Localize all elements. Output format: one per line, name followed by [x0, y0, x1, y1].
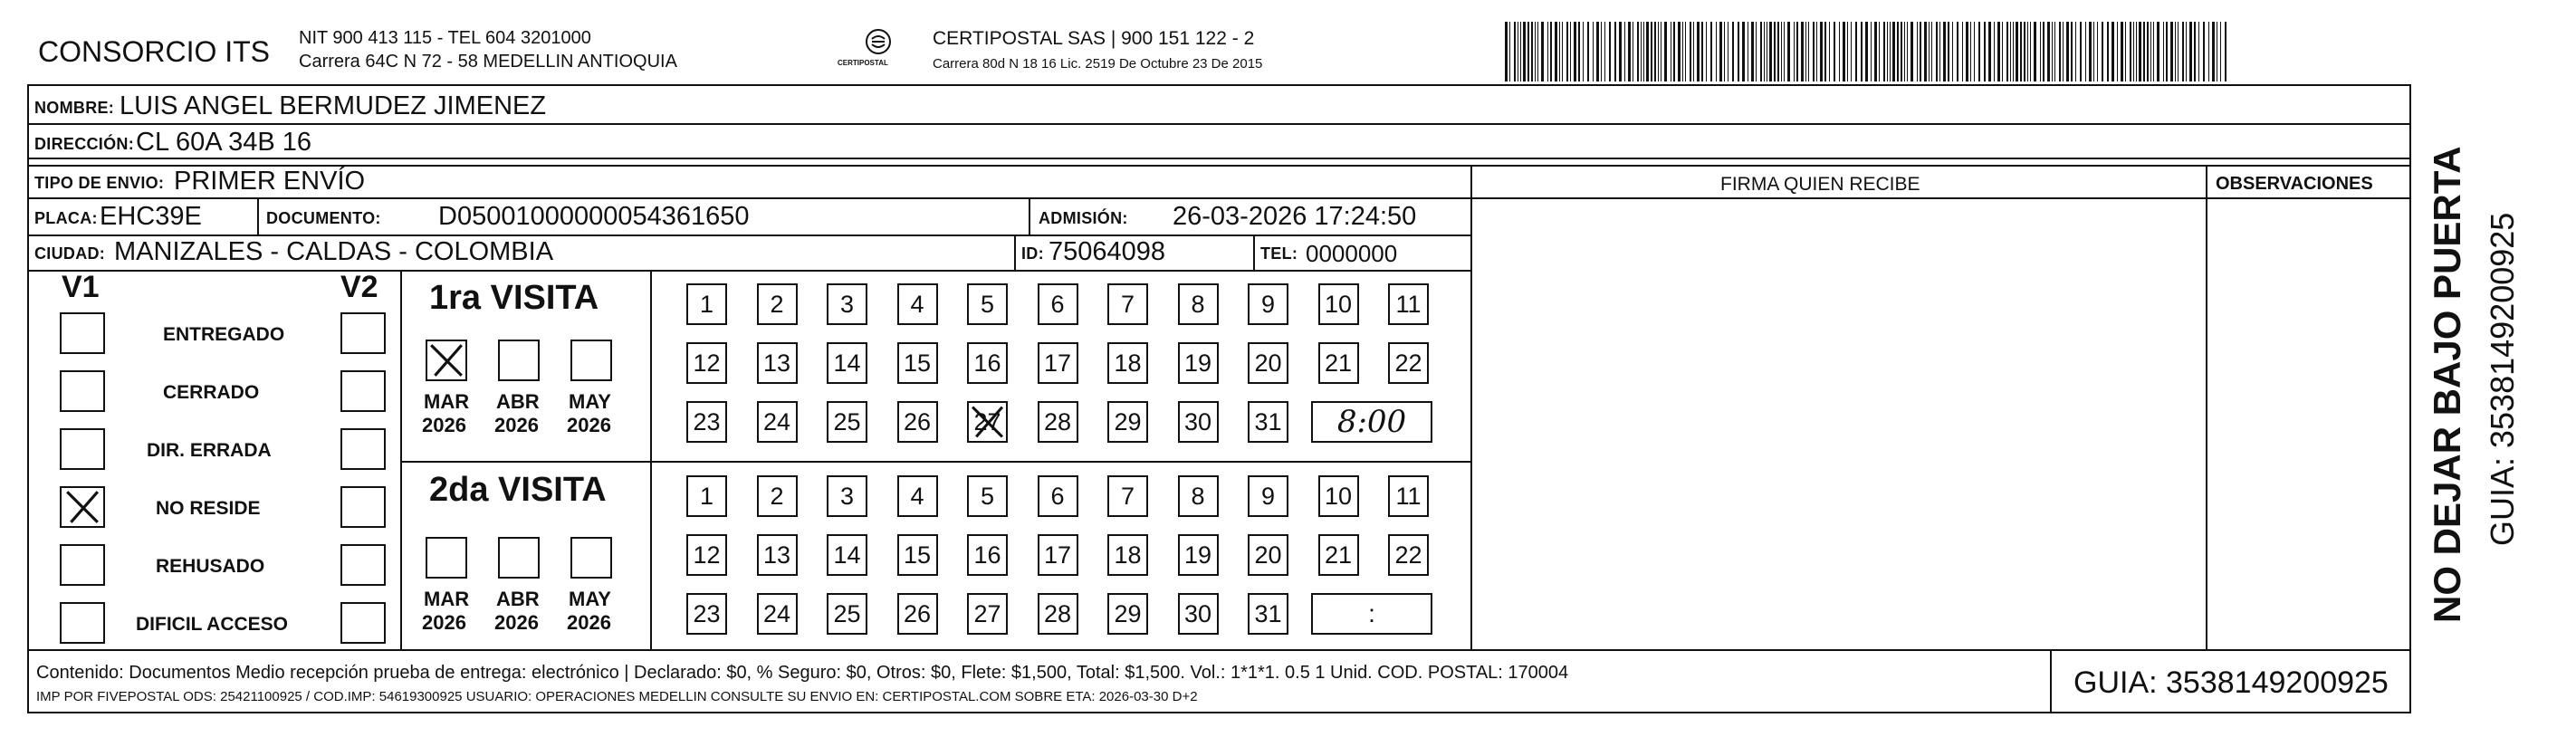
month-label: MAY [569, 588, 611, 610]
day-cell[interactable]: 21 [1318, 342, 1359, 384]
footer-guia: GUIA: 3538149200925 [2073, 665, 2389, 700]
visit1-title: 1ra VISITA [429, 279, 599, 317]
day-cell[interactable]: 15 [897, 534, 938, 576]
day-cell[interactable]: 28 [1038, 401, 1078, 443]
month-checkbox[interactable] [570, 537, 612, 579]
day-cell[interactable]: 8 [1178, 283, 1219, 325]
day-cell[interactable]: 13 [757, 342, 798, 384]
status-label: ENTREGADO [163, 324, 285, 345]
barcode [1505, 22, 2229, 81]
year-label: 2026 [422, 611, 466, 634]
hour-box[interactable]: : [1311, 593, 1432, 635]
v2-checkbox[interactable] [340, 312, 386, 354]
month-checkbox[interactable] [426, 537, 467, 579]
day-cell[interactable]: 17 [1038, 534, 1078, 576]
side-warning: NO DEJAR BAJO PUERTA [2426, 146, 2468, 623]
firma-area[interactable] [1472, 199, 2204, 647]
day-cell[interactable]: 10 [1318, 283, 1359, 325]
status-label: NO RESIDE [156, 498, 261, 519]
status-label: DIR. ERRADA [147, 440, 272, 461]
year-label: 2026 [422, 414, 466, 436]
day-cell[interactable]: 29 [1107, 401, 1148, 443]
year-label: 2026 [567, 414, 611, 436]
day-cell[interactable]: 21 [1318, 534, 1359, 576]
id-value: 75064098 [1049, 237, 1166, 266]
admision-label: ADMISIÓN: [1039, 209, 1128, 227]
day-cell[interactable]: 14 [827, 342, 867, 384]
documento-label: DOCUMENTO: [266, 209, 381, 227]
day-cell[interactable]: 27 [967, 401, 1008, 443]
v1-checkbox[interactable] [60, 428, 105, 470]
day-cell[interactable]: 3 [827, 283, 867, 325]
placa-value: EHC39E [100, 202, 202, 231]
month-checkbox[interactable] [498, 537, 540, 579]
logo-text: CERTIPOSTAL [838, 59, 888, 67]
day-cell[interactable]: 2 [757, 283, 798, 325]
ciudad-value: MANIZALES - CALDAS - COLOMBIA [114, 237, 554, 266]
day-cell[interactable]: 27 [967, 593, 1008, 635]
certipostal-logo-icon [860, 27, 896, 56]
day-cell[interactable]: 4 [897, 283, 938, 325]
admision-value: 26-03-2026 17:24:50 [1173, 202, 1417, 231]
day-cell[interactable]: 5 [967, 475, 1008, 517]
day-cell[interactable]: 28 [1038, 593, 1078, 635]
tipo-envio-label: TIPO DE ENVIO: [34, 174, 165, 192]
day-cell[interactable]: 1 [686, 283, 727, 325]
day-cell[interactable]: 23 [686, 593, 727, 635]
v2-checkbox[interactable] [340, 544, 386, 586]
v1-checkbox[interactable] [60, 370, 105, 412]
day-cell[interactable]: 24 [757, 401, 798, 443]
month-label: MAR [424, 390, 470, 413]
ciudad-label: CIUDAD: [34, 244, 106, 263]
firma-label: FIRMA QUIEN RECIBE [1720, 174, 1920, 195]
day-cell[interactable]: 15 [897, 342, 938, 384]
day-cell[interactable]: 30 [1178, 401, 1219, 443]
day-cell[interactable]: 7 [1107, 475, 1148, 517]
day-cell[interactable]: 30 [1178, 593, 1219, 635]
day-cell[interactable]: 18 [1107, 534, 1148, 576]
day-cell[interactable]: 25 [827, 593, 867, 635]
month-checkbox[interactable] [426, 340, 467, 381]
nombre-label: NOMBRE: [34, 99, 115, 117]
day-cell[interactable]: 23 [686, 401, 727, 443]
side-guia: GUIA: 3538149200925 [2484, 212, 2521, 546]
day-cell[interactable]: 11 [1388, 283, 1429, 325]
month-label: MAY [569, 390, 611, 413]
v2-checkbox[interactable] [340, 486, 386, 528]
status-label: DIFICIL ACCESO [136, 614, 289, 635]
day-cell[interactable]: 5 [967, 283, 1008, 325]
month-checkbox[interactable] [570, 340, 612, 381]
month-checkbox[interactable] [498, 340, 540, 381]
day-cell[interactable]: 17 [1038, 342, 1078, 384]
footer-imp: IMP POR FIVEPOSTAL ODS: 25421100925 / COD.IMP: 54619300925 USUARIO: OPERACIONES MEDELLIN CONSULTE SU ENVIO EN: CERTIPOSTAL.COM SOBRE ETA: 2026-03-30 D+2 [36, 689, 1198, 704]
day-cell[interactable]: 26 [897, 593, 938, 635]
v1-checkbox[interactable] [60, 486, 105, 528]
courier-name: CERTIPOSTAL SAS | 900 151 122 - 2 [933, 28, 1255, 49]
year-label: 2026 [494, 611, 539, 634]
day-cell[interactable]: 11 [1388, 475, 1429, 517]
direccion-label: DIRECCIÓN: [34, 135, 134, 153]
company-address: Carrera 64C N 72 - 58 MEDELLIN ANTIOQUIA [299, 52, 677, 72]
company-name: CONSORCIO ITS [38, 35, 271, 68]
v2-label: V2 [340, 270, 378, 304]
day-cell[interactable]: 22 [1388, 342, 1429, 384]
status-label: CERRADO [163, 382, 260, 403]
day-cell[interactable]: 12 [686, 342, 727, 384]
v2-checkbox[interactable] [340, 370, 386, 412]
v1-label: V1 [62, 270, 100, 304]
day-cell[interactable]: 2 [757, 475, 798, 517]
side-text-block [2418, 84, 2562, 713]
day-cell[interactable]: 6 [1038, 475, 1078, 517]
month-label: ABR [496, 390, 540, 413]
hour-box[interactable]: 8:00 [1311, 401, 1432, 443]
day-cell[interactable]: 16 [967, 534, 1008, 576]
day-cell[interactable]: 20 [1248, 534, 1288, 576]
id-label: ID: [1021, 244, 1044, 263]
observaciones-area[interactable] [2207, 199, 2409, 647]
tipo-envio-value: PRIMER ENVÍO [174, 167, 366, 196]
day-cell[interactable]: 13 [757, 534, 798, 576]
month-label: ABR [496, 588, 540, 610]
v1-checkbox[interactable] [60, 544, 105, 586]
day-cell[interactable]: 18 [1107, 342, 1148, 384]
day-cell[interactable]: 7 [1107, 283, 1148, 325]
v1-checkbox[interactable] [60, 602, 105, 644]
company-nit: NIT 900 413 115 - TEL 604 3201000 [299, 28, 591, 48]
day-cell[interactable]: 12 [686, 534, 727, 576]
observaciones-label: OBSERVACIONES [2216, 174, 2373, 194]
day-cell[interactable]: 31 [1248, 593, 1288, 635]
placa-label: PLACA: [34, 209, 98, 227]
direccion-value: CL 60A 34B 16 [136, 128, 312, 157]
month-label: MAR [424, 588, 470, 610]
day-cell[interactable]: 1 [686, 475, 727, 517]
year-label: 2026 [494, 414, 539, 436]
documento-value: D05001000000054361650 [438, 202, 750, 231]
v1-checkbox[interactable] [60, 312, 105, 354]
day-cell[interactable]: 10 [1318, 475, 1359, 517]
year-label: 2026 [567, 611, 611, 634]
day-cell[interactable]: 20 [1248, 342, 1288, 384]
day-cell[interactable]: 19 [1178, 534, 1219, 576]
day-cell[interactable]: 25 [827, 401, 867, 443]
tel-label: TEL: [1260, 244, 1298, 263]
day-cell[interactable]: 9 [1248, 475, 1288, 517]
courier-address: Carrera 80d N 18 16 Lic. 2519 De Octubre 23 De 2015 [933, 56, 1263, 72]
day-cell[interactable]: 8 [1178, 475, 1219, 517]
day-cell[interactable]: 14 [827, 534, 867, 576]
day-cell[interactable]: 26 [897, 401, 938, 443]
day-cell[interactable]: 22 [1388, 534, 1429, 576]
day-cell[interactable]: 6 [1038, 283, 1078, 325]
day-cell[interactable]: 3 [827, 475, 867, 517]
v2-checkbox[interactable] [340, 602, 386, 644]
nombre-value: LUIS ANGEL BERMUDEZ JIMENEZ [120, 91, 547, 120]
day-cell[interactable]: 19 [1178, 342, 1219, 384]
status-label: REHUSADO [156, 556, 265, 577]
footer-contenido: Contenido: Documentos Medio recepción prueba de entrega: electrónico | Declarado: $0, % Seguro: $0, Otros: $0, Flete: $1,500, Total: $1,500. Vol.: 1*1*1. 0.5 1 Unid. COD. POSTAL: 170004 [36, 663, 1569, 683]
visit2-title: 2da VISITA [429, 471, 607, 509]
day-cell[interactable]: 16 [967, 342, 1008, 384]
v2-checkbox[interactable] [340, 428, 386, 470]
day-cell[interactable]: 31 [1248, 401, 1288, 443]
day-cell[interactable]: 29 [1107, 593, 1148, 635]
day-cell[interactable]: 24 [757, 593, 798, 635]
day-cell[interactable]: 9 [1248, 283, 1288, 325]
day-cell[interactable]: 4 [897, 475, 938, 517]
tel-value: 0000000 [1306, 240, 1398, 267]
